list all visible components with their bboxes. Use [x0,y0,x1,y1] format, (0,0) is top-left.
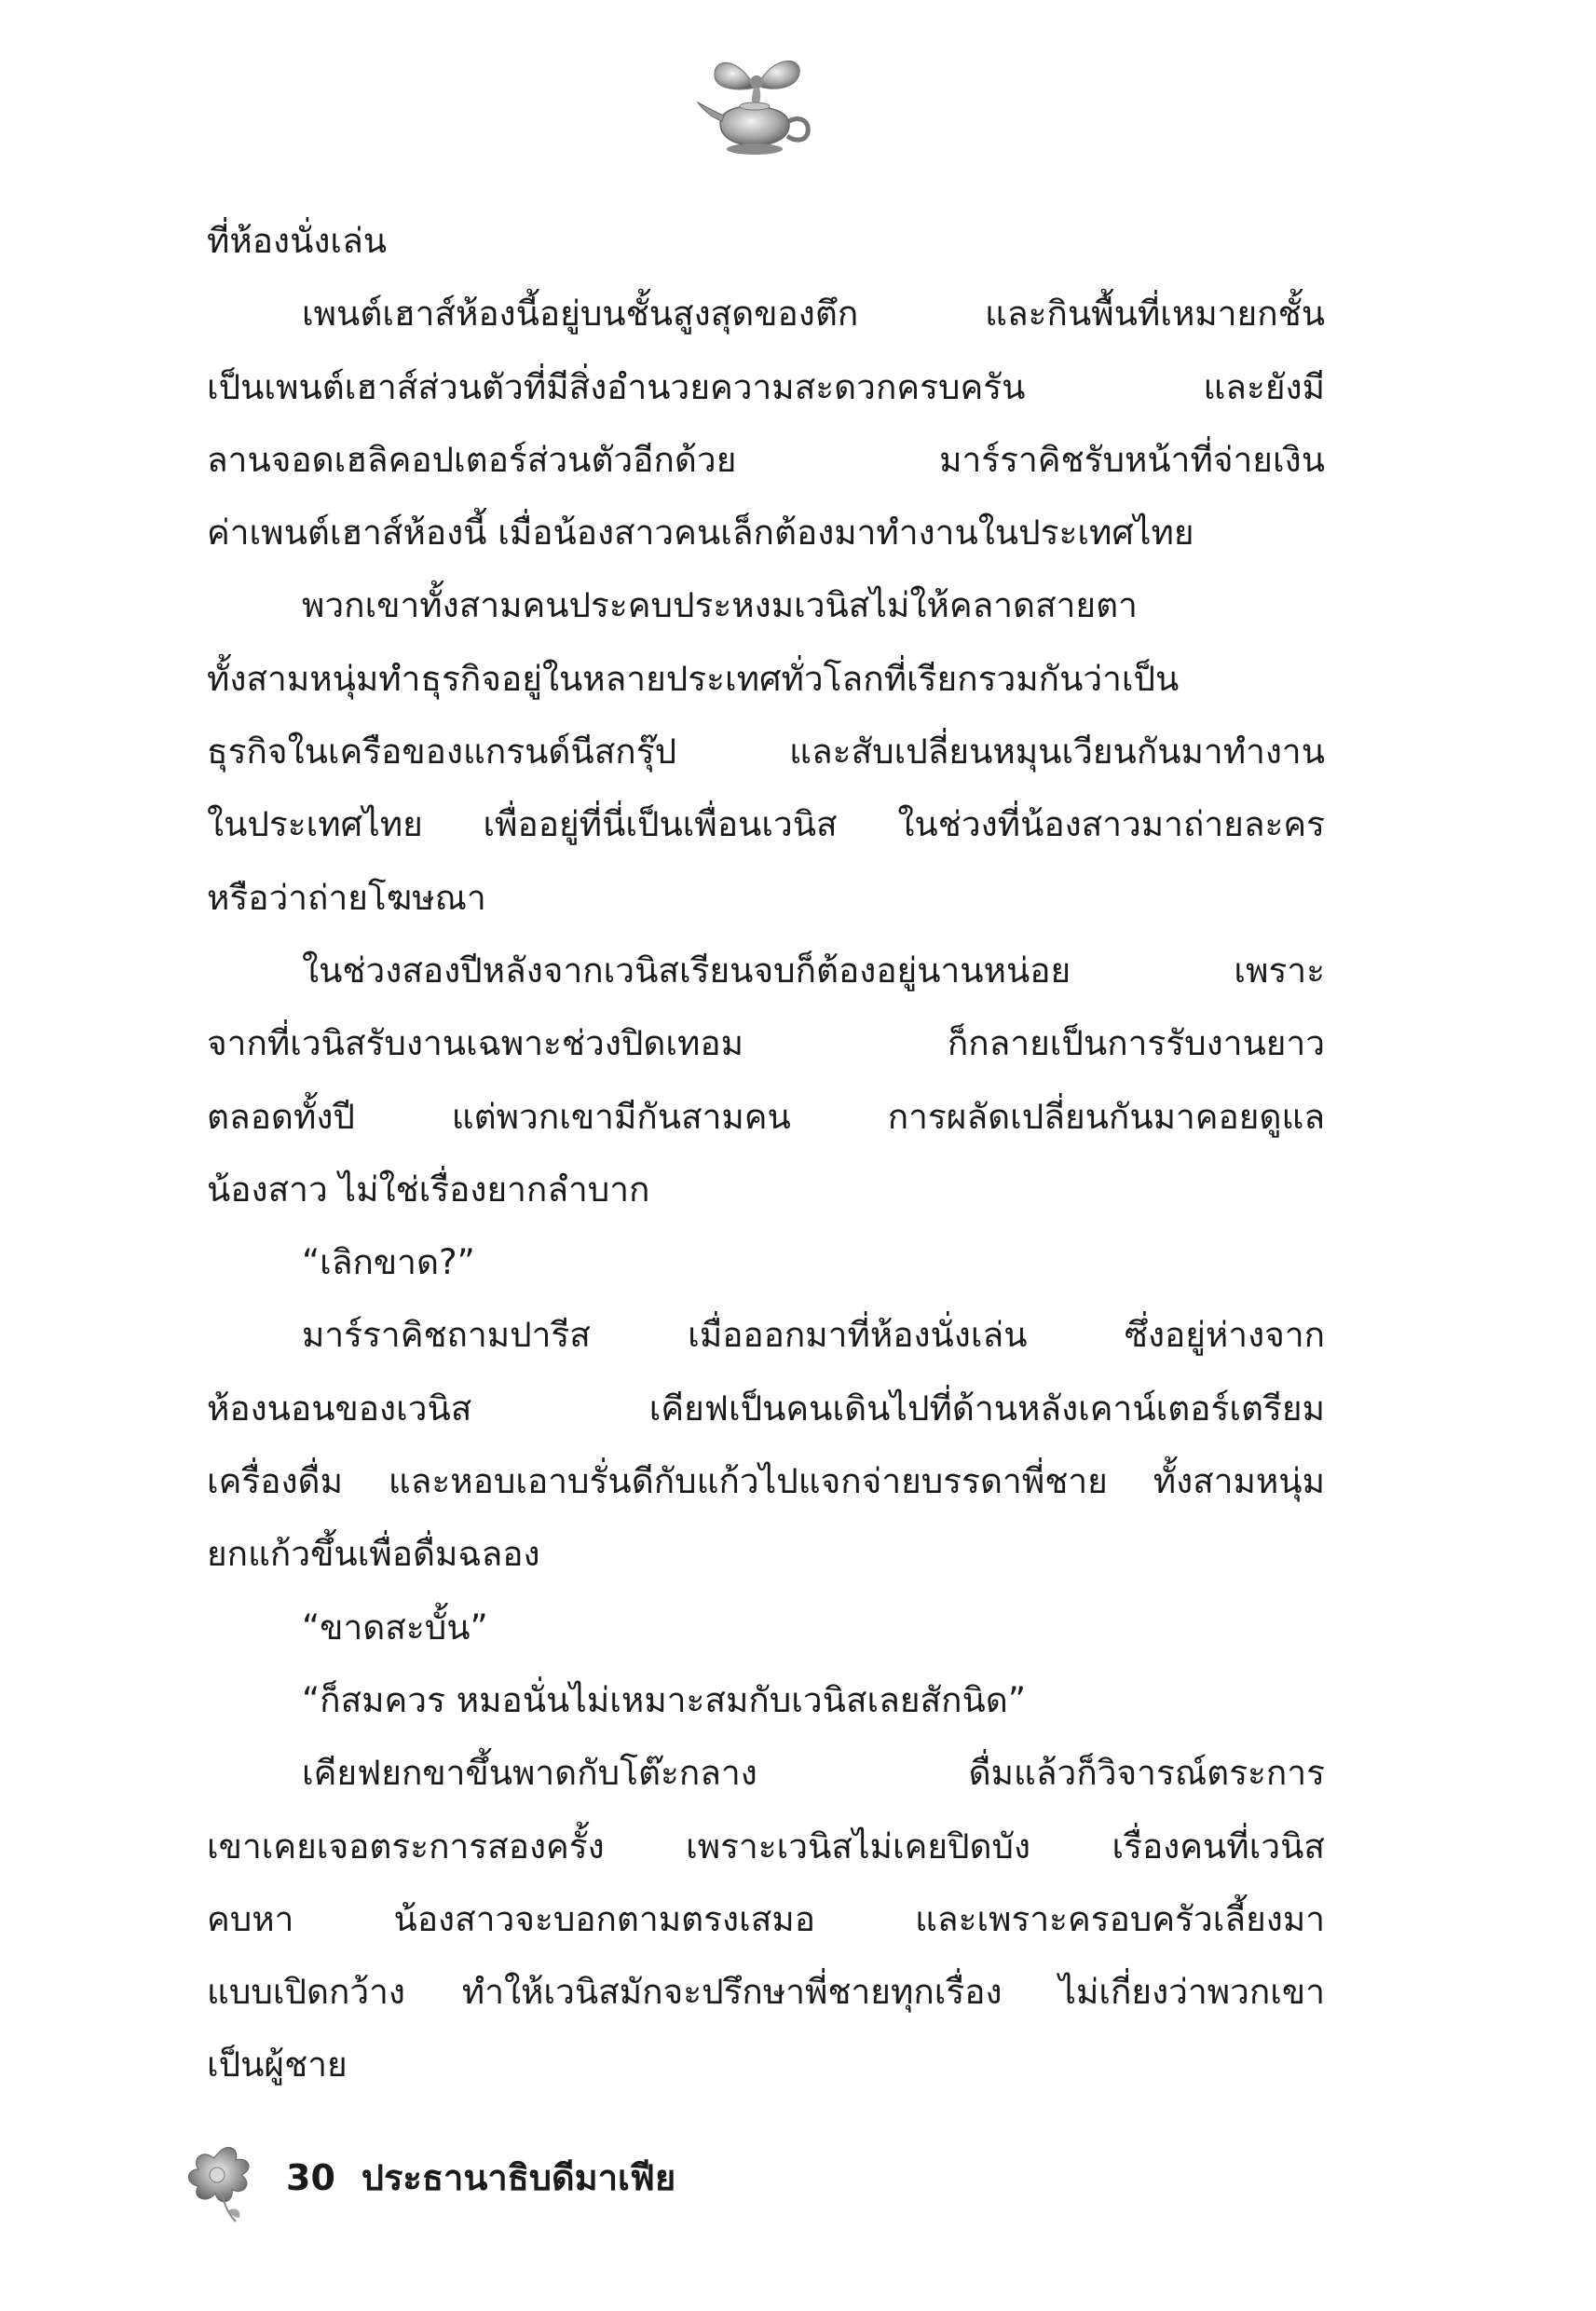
fairy-teapot-icon [685,48,825,165]
text-line: มาร์ราคิชถามปารีส เมื่อออกมาที่ห้องนั่งเล่น ซึ่งอยู่ห่างจาก [302,1315,1325,1356]
text-line: เครื่องดื่ม และหอบเอาบรั่นดีกับแก้วไปแจกจ่ายบรรดาพี่ชาย ทั้งสามหนุ่ม [207,1461,1325,1502]
text-line: ห้องนอนของเวนิส เคียฟเป็นคนเดินไปที่ด้านหลังเคาน์เตอร์เตรียม [207,1388,1325,1429]
fairy-flower-icon [182,2141,256,2225]
text-line: แบบเปิดกว้าง ทำให้เวนิสมักจะปรึกษาพี่ชายทุกเรื่อง ไม่เกี่ยงว่าพวกเขา [207,1972,1325,2013]
book-title: ประธานาธิบดีมาเฟีย [361,2157,676,2198]
text-line: ค่าเพนต์เฮาส์ห้องนี้ เมื่อน้องสาวคนเล็กต้องมาทำงานในประเทศไทย [207,513,1194,554]
text-line: คบหา น้องสาวจะบอกตามตรงเสมอ และเพราะครอบครัวเลี้ยงมา [207,1898,1325,1939]
text-line: “ขาดสะบั้น” [302,1607,488,1648]
text-line: ในช่วงสองปีหลังจากเวนิสเรียนจบก็ต้องอยู่นานหน่อย เพราะ [302,950,1325,991]
footer-text [286,2154,675,2201]
text-line: ธุรกิจในเครือของแกรนด์นีสกรุ๊ป และสับเปลี่ยนหมุนเวียนกันมาทำงาน [207,732,1325,773]
body-text [207,205,1325,2102]
text-line: เป็นเพนต์เฮาส์ส่วนตัวที่มีสิ่งอำนวยความสะดวกครบครัน และยังมี [207,366,1325,407]
text-line: ในประเทศไทย เพื่ออยู่ที่นี่เป็นเพื่อนเวนิส ในช่วงที่น้องสาวมาถ่ายละคร [207,804,1325,845]
text-line: เป็นผู้ชาย [207,2044,348,2085]
text-line: ตลอดทั้งปี แต่พวกเขามีกันสามคน การผลัดเปลี่ยนกันมาคอยดูแล [207,1096,1325,1137]
text-line: ที่ห้องนั่งเล่น [207,221,388,261]
text-line: “เลิกขาด?” [302,1242,475,1283]
text-line: ทั้งสามหนุ่มทำธุรกิจอยู่ในหลายประเทศทั่วโลกที่เรียกรวมกันว่าเป็น [207,658,1180,699]
text-line: ลานจอดเฮลิคอปเตอร์ส่วนตัวอีกด้วย มาร์ราคิชรับหน้าที่จ่ายเงิน [207,439,1325,480]
text-line: เพนต์เฮาส์ห้องนี้อยู่บนชั้นสูงสุดของตึก และกินพื้นที่เหมายกชั้น [302,294,1325,335]
text-line: เขาเคยเจอตระการสองครั้ง เพราะเวนิสไม่เคยปิดบัง เรื่องคนที่เวนิส [207,1826,1325,1867]
text-line: เคียฟยกขาขึ้นพาดกับโต๊ะกลาง ดื่มแล้วก็วิจารณ์ตระการ [302,1753,1325,1794]
page-number: 30 [286,2157,335,2198]
text-line: “ก็สมควร หมอนั่นไม่เหมาะสมกับเวนิสเลยสักนิด” [302,1679,1026,1720]
page-footer [182,2141,1020,2235]
text-line: หรือว่าถ่ายโฆษณา [207,877,486,918]
text-line: น้องสาว ไม่ใช่เรื่องยากลำบาก [207,1169,650,1210]
text-line: ยกแก้วขึ้นเพื่อดื่มฉลอง [207,1534,540,1575]
text-line: พวกเขาทั้งสามคนประคบประหงมเวนิสไม่ให้คลาดสายตา [302,585,1138,626]
text-line: จากที่เวนิสรับงานเฉพาะช่วงปิดเทอม ก็กลายเป็นการรับงานยาว [207,1023,1325,1064]
